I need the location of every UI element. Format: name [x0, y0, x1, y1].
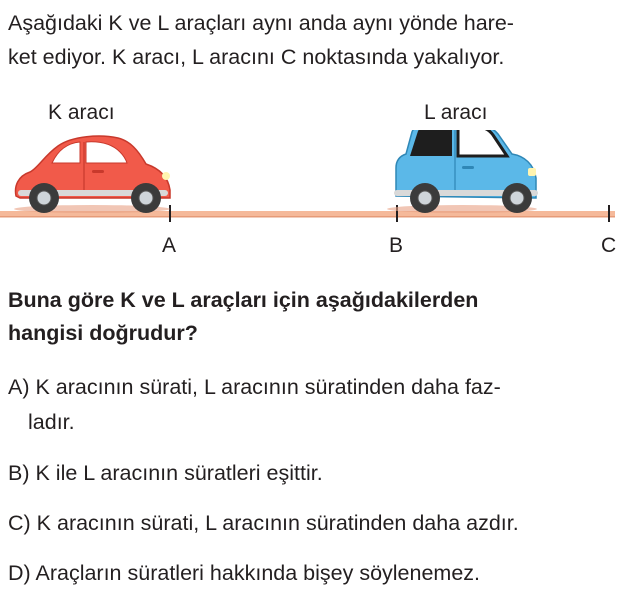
option-a-text-line-1: K aracının sürati, L aracının süratinden daha faz- [35, 375, 501, 399]
option-a-text-line-2: ladır. [28, 410, 75, 434]
option-a-letter: A) [8, 375, 30, 399]
question-line-2: hangisi doğrudur? [8, 321, 198, 345]
point-b-label: B [389, 234, 404, 257]
car-l-icon [387, 130, 538, 213]
car-k-icon [14, 136, 170, 213]
car-k-label: K aracı [48, 101, 115, 124]
option-c-text: K aracının sürati, L aracının süratinden daha azdır. [36, 511, 519, 535]
intro-text [8, 6, 620, 74]
option-b-text: K ile L aracının süratleri eşittir. [35, 461, 323, 485]
option-d[interactable] [8, 556, 622, 591]
point-c-label: C [601, 234, 617, 257]
intro-line-2: ket ediyor. K aracı, L aracını C noktasında yakalıyor. [8, 45, 505, 69]
option-d-letter: D) [8, 561, 31, 585]
option-c[interactable] [8, 506, 622, 541]
option-b[interactable] [8, 456, 622, 491]
option-b-letter: B) [8, 461, 30, 485]
point-a-label: A [162, 234, 177, 257]
intro-line-1: Aşağıdaki K ve L araçları aynı anda aynı yönde hare- [8, 11, 514, 35]
question-line-1: Buna göre K ve L araçları için aşağıdakilerden [8, 288, 479, 312]
option-d-text: Araçların süratleri hakkında bişey söylenemez. [35, 561, 481, 585]
question-text [8, 284, 622, 350]
option-c-letter: C) [8, 511, 31, 535]
motion-figure [0, 130, 626, 230]
car-l-label: L aracı [424, 101, 488, 124]
option-a[interactable] [8, 370, 622, 440]
